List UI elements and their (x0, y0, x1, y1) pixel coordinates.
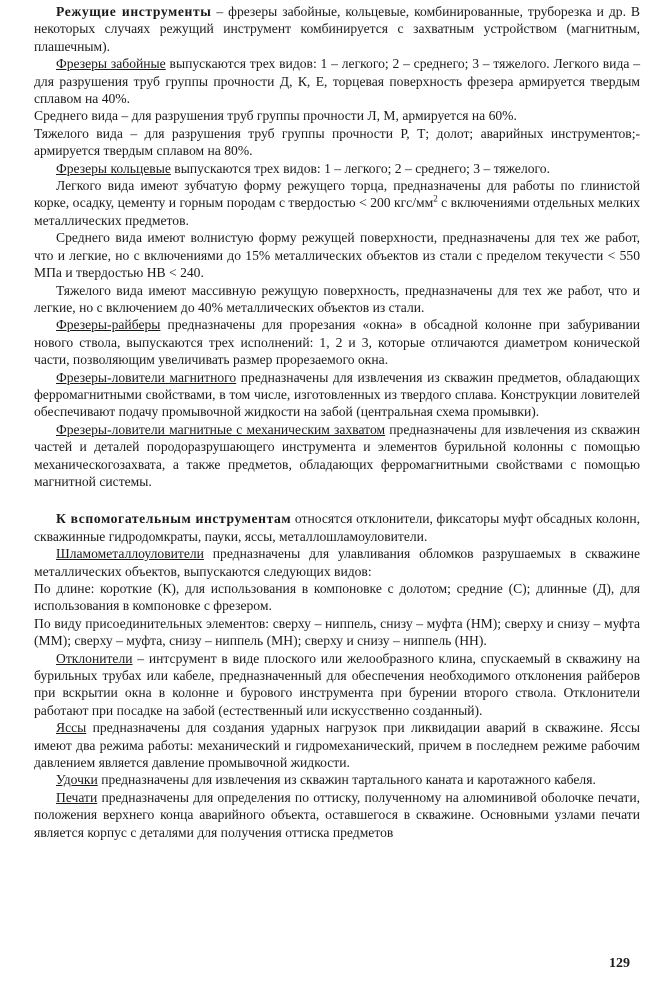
paragraph-medium-type (34, 107, 640, 124)
term-magnetic-catcher: Фрезеры-ловители магнитного (56, 369, 237, 385)
paragraph-text: выпускаются трех видов: 1 – легкого; 2 – среднего; 3 – тяжелого. (170, 160, 550, 176)
term-magnetic-mechanical-catcher: Фрезеры-ловители магнитные с механическим захватом (56, 421, 386, 437)
paragraph-text: По виду присоединительных элементов: сверху – ниппель, снизу – муфта (НМ); сверху и снизу – муфта (ММ); сверху – муфта, снизу – ниппель (МН); сверху и снизу – ниппель (НН). (34, 615, 640, 649)
paragraph-auxiliary-tools (34, 510, 640, 545)
term-reamer-mills: Фрезеры-райберы (56, 317, 161, 333)
paragraph-text: предназначены для извлечения из скважин частей и деталей породоразрушающего инструмента и элементов бурильной колонны с помощью механическогозахвата, а также предметов, обладающих ферромагнитными свойствами с помощью магнитной системы. (34, 421, 641, 489)
paragraph-impression-blocks (34, 789, 640, 841)
section-gap (34, 490, 640, 510)
term-fishing-hooks: Удочки (56, 772, 98, 788)
paragraph-text: Тяжелого вида имеют массивную режущую поверхность, предназначены для тех же работ, что и легкие, но с включением до 40% металлических объектов из стали. (34, 282, 640, 315)
paragraph-text: Тяжелого вида – для разрушения труб группы прочности Р, Т; долот; аварийных инструментов;- армируется твердым сплавом на 80%. (34, 125, 640, 159)
paragraph-text: предназначены для улавливания обломков разрушаемых в скважине металлических объектов, выпускаются следующих видов: (34, 546, 640, 579)
term-jars: Яссы (56, 720, 87, 736)
term-whipstocks: Отклонители (56, 650, 133, 666)
paragraph-cutting-tools (34, 3, 640, 55)
paragraph-ring-mills (34, 160, 640, 177)
paragraph-text: Легкого вида имеют зубчатую форму режущего торца, предназначены для работы по глинистой корке, осадку, цементу и горным породам с твердостью < 200 кгс/мм (34, 178, 640, 211)
paragraph-text: предназначены для создания ударных нагрузок при ликвидации аварий в скважине. Яссы имеют два режима работы: механический и гидромеханический, причем в последнем режиме рабочим давлением является давление промывочной жидкости. (34, 720, 640, 771)
paragraph-bottom-mills (34, 55, 640, 107)
paragraph-text: Среднего вида имеют волнистую форму режущей поверхности, предназначены для тех же работ, что и легкие, но с включениями до 15% металлических объектов из стали с пределом текучести < 550 МПа и твердостью НВ < 240. (34, 230, 640, 281)
paragraph-fishing-hooks (34, 771, 640, 788)
page-number: 129 (609, 956, 630, 971)
paragraph-reamer-mills (34, 316, 640, 368)
paragraph-text: предназначены для извлечения из скважин тартального каната и каротажного кабеля. (97, 772, 596, 788)
paragraph-by-length (34, 580, 640, 615)
superscript: 2 (433, 193, 438, 204)
paragraph-text: относятся отклонители, фиксаторы муфт обсадных колонн, скважинные гидродомкраты, пауки, яссы, металлошламоуловители. (34, 511, 641, 544)
paragraph-text: По длине: короткие (К), для использования в компоновке с долотом; средние (С); длинные (Д), для использования в компоновке с фрезером. (34, 581, 640, 614)
paragraph-text: предназначены для прорезания «окна» в обсадной колонне при забуривании нового ствола, выпускаются трех исполнений: 1, 2 и 3, которые отличаются диаметром конической части, позволяющим увеличивать размер прорезаемого окна. (34, 317, 640, 368)
term-junk-baskets: Шламометаллоуловители (56, 546, 204, 562)
paragraph-jars (34, 719, 640, 771)
paragraph-heavy-ring (34, 282, 640, 317)
paragraph-text: выпускаются трех видов: 1 – легкого; 2 – среднего; 3 – тяжелого. Легкого вида – для разрушения труб группы прочности Д, К, Е, торцевая поверхность фрезера армируется твердым сплавом на 40%. (34, 56, 640, 107)
paragraph-whipstocks (34, 650, 640, 720)
term-bottom-mills: Фрезеры забойные (56, 56, 166, 72)
paragraph-text: с включениями отдельных мелких металлических предметов. (34, 195, 640, 228)
paragraph-medium-ring (34, 229, 640, 281)
term-ring-mills: Фрезеры кольцевые (56, 160, 171, 176)
paragraph-text: предназначены для определения по оттиску, полученному на алюминивой оболочке печати, положения верхнего конца аварийного объекта, оставшегося в скважине. Основными узлами печати является корпус с деталями для получения оттиска предметов (34, 789, 640, 840)
paragraph-light-ring (34, 177, 640, 229)
term-auxiliary-tools: К вспомогательным инструментам (56, 511, 292, 527)
paragraph-text: предназначены для извлечения из скважин предметов, обладающих ферромагнитными свойствами, в том числе, изготовленных из твердого сплава. Конструкции ловителей обеспечивают подачу промывочной жидкости на забой (центральная схема промывки). (34, 369, 641, 420)
paragraph-magnetic-catcher (34, 369, 640, 421)
paragraph-text: Среднего вида – для разрушения труб группы прочности Л, М, армируется на 60%. (34, 108, 517, 124)
paragraph-magnetic-mechanical-catcher (34, 421, 640, 491)
term-cutting-tools: Режущие инструменты (56, 4, 212, 19)
paragraph-text: – фрезеры забойные, кольцевые, комбинированные, труборезка и др. В некоторых случаях режущий инструмент комбинируется с захватным устройством (магнитным, плашечным). (34, 4, 640, 54)
paragraph-by-connection (34, 615, 640, 650)
term-impression-blocks: Печати (56, 789, 98, 805)
paragraph-heavy-type (34, 125, 640, 160)
paragraph-text: – интсрумент в виде плоского или желообразного клина, спускаемый в скважину на бурильных трубах или кабеле, предназначенный для обеспечения необходимого отклонения райберов при вскрытии окна в колонне и бурового инструмента при бурении второго ствола. Отклонители работают при посадке на забой (естественный или искусственно созданный). (34, 650, 640, 718)
paragraph-junk-baskets (34, 545, 640, 580)
